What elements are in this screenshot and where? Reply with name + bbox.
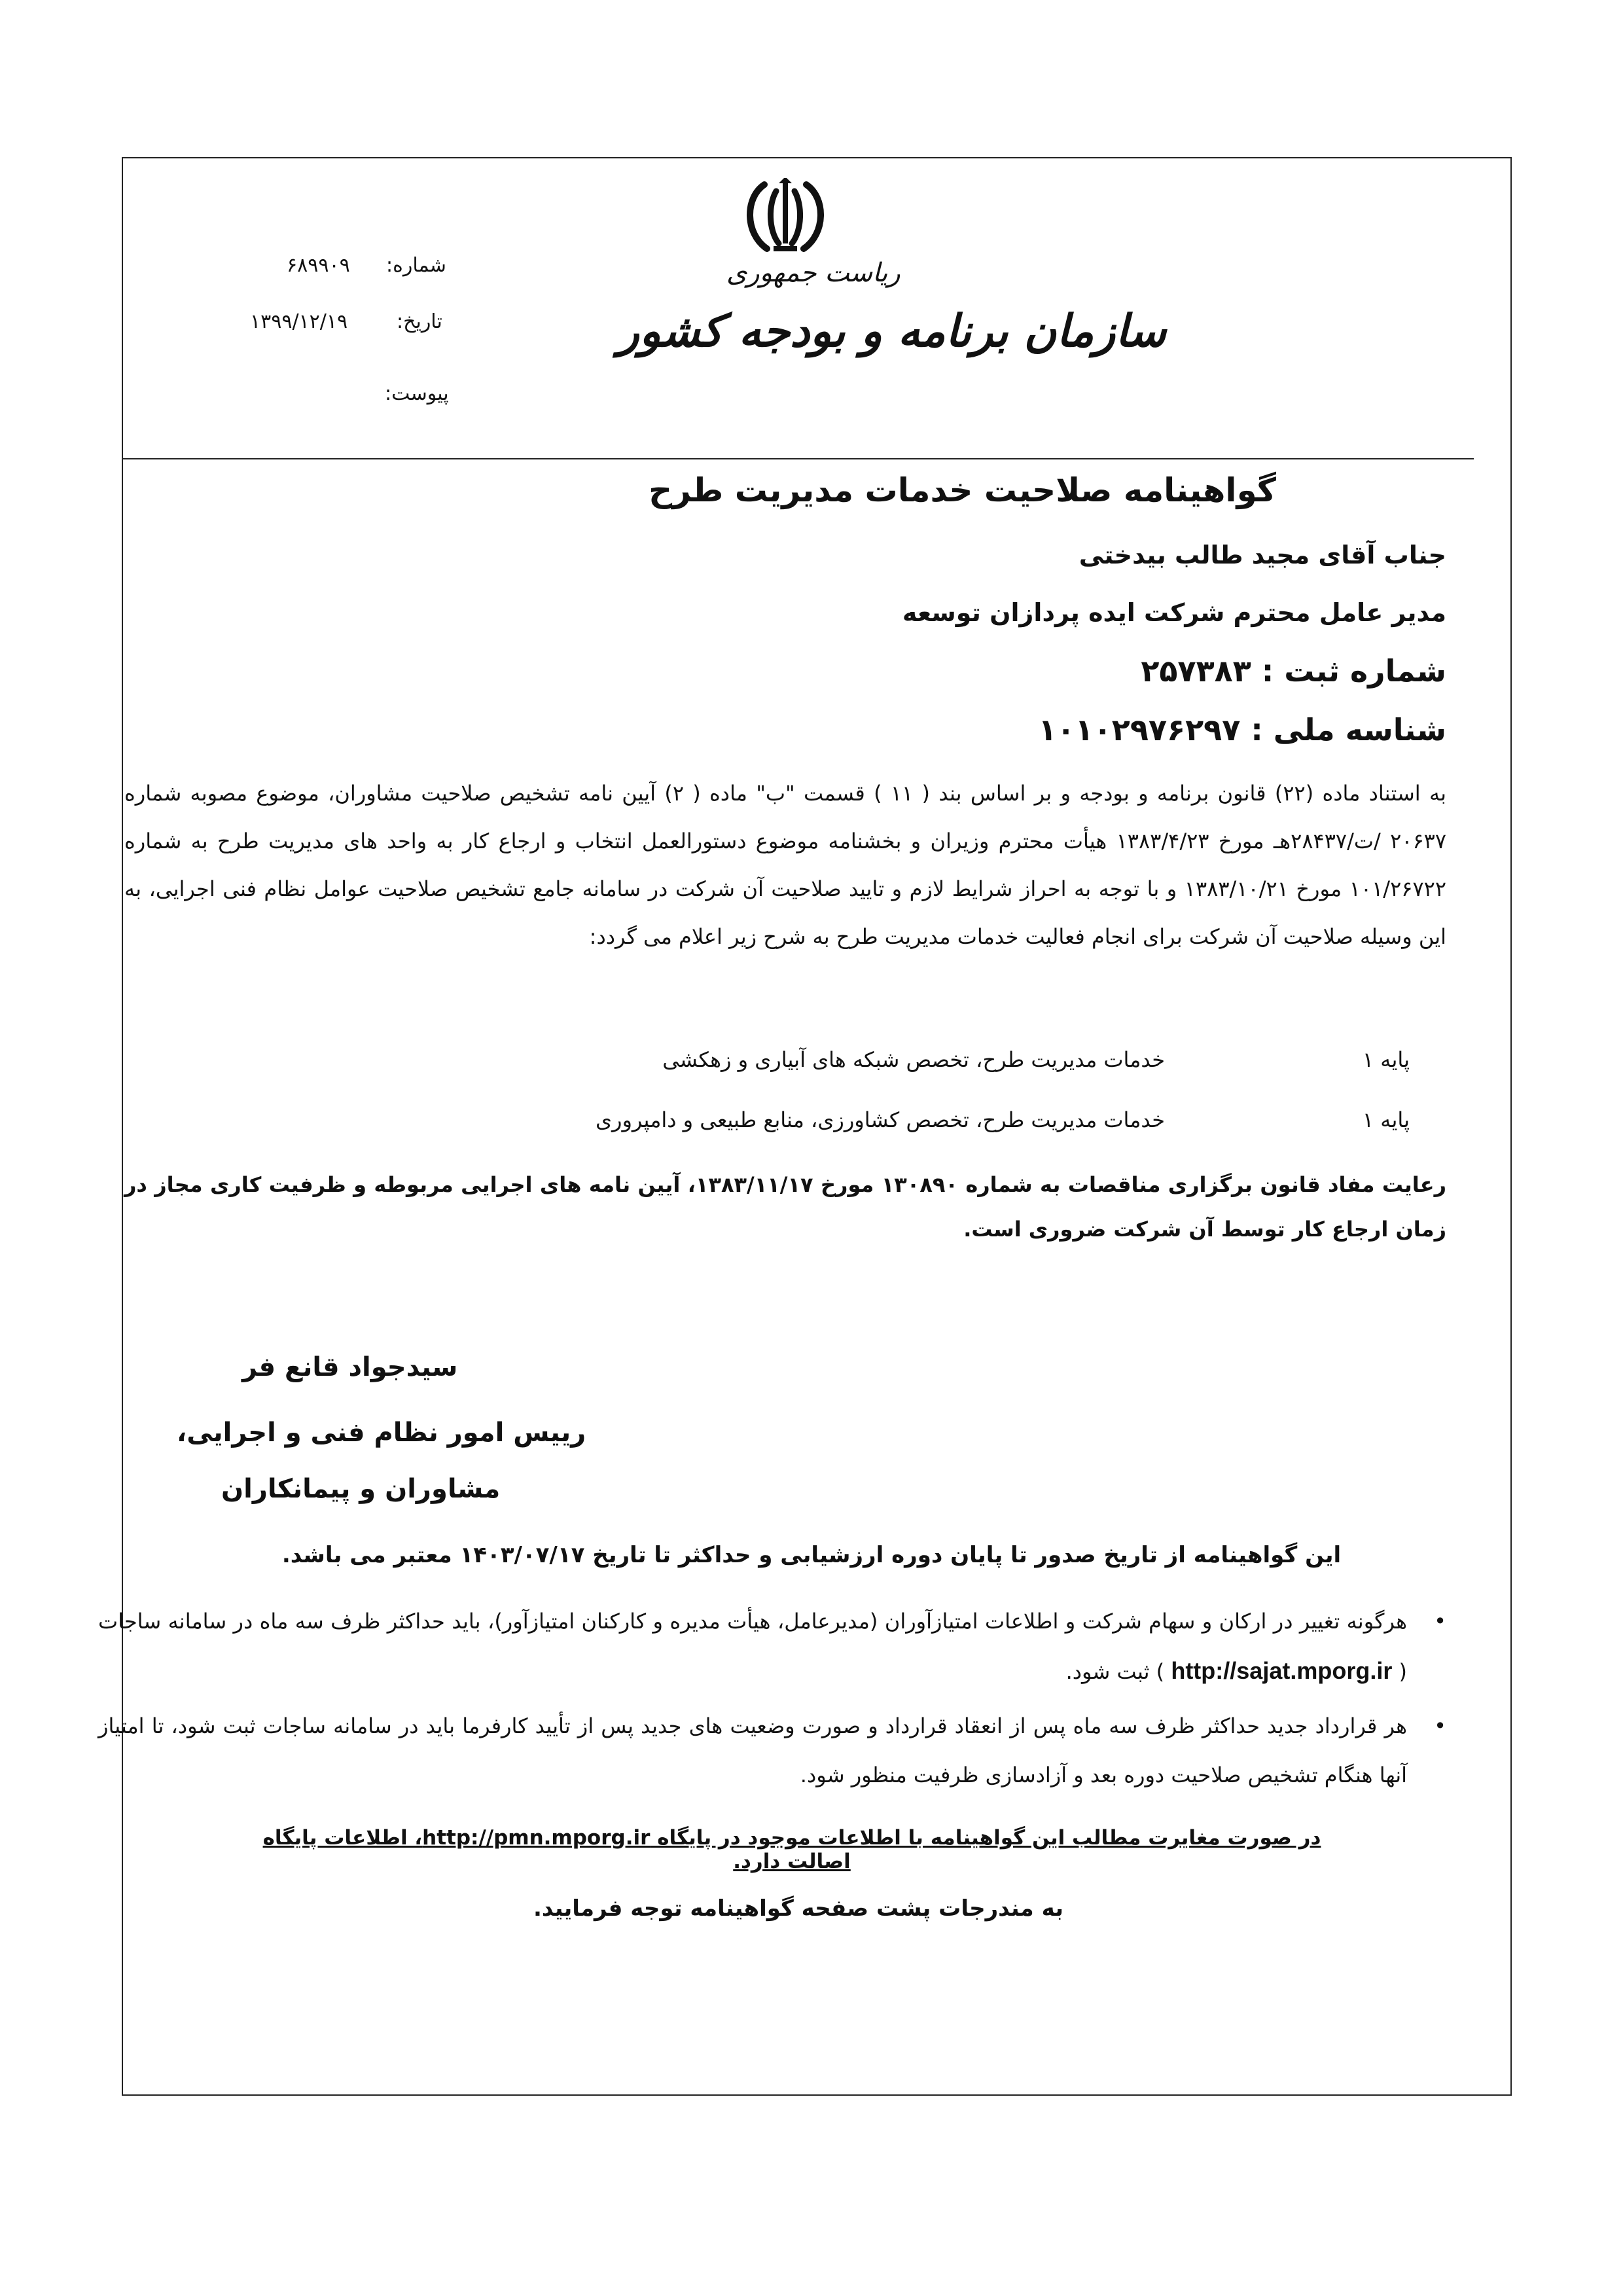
authenticity-warning: در صورت مغایرت مطالب این گواهینامه با اطلاعات موجود در پایگاه http://pmn.mporg.ir، اطلاعات پایگاه اصالت دارد.: [262, 1826, 1321, 1873]
org-subtitle: ریاست جمهوری: [726, 258, 901, 288]
note-text-tail: ) ثبت شود.: [1065, 1659, 1165, 1684]
qualification-grade-2: پایه ۱: [1362, 1107, 1410, 1132]
date-value: ۱۳۹۹/۱۲/۱۹: [250, 310, 348, 333]
qualification-desc-2: خدمات مدیریت طرح، تخصص کشاورزی، منابع طبیعی و دامپروری: [595, 1107, 1165, 1132]
recipient-name: جناب آقای مجید طالب بیدختی: [1079, 541, 1446, 569]
signatory-name: سیدجواد قانع فر: [242, 1352, 458, 1382]
notes-list: [98, 1597, 1446, 1805]
national-id: شناسه ملی : ۱۰۱۰۲۹۷۶۲۹۷: [1038, 712, 1446, 747]
note-item: [98, 1702, 1446, 1800]
qualification-desc-1: خدمات مدیریت طرح، تخصص شبکه های آبیاری و زهکشی: [662, 1047, 1165, 1072]
iran-emblem-icon: [738, 178, 832, 257]
note-item: [98, 1597, 1446, 1696]
note-text: هرگونه تغییر در ارکان و سهام شرکت و اطلاعات امتیازآوران (مدیرعامل، هیأت مدیره و کارکنان امتیازآور)، باید حداکثر ظرف سه ماه در سامانه ساجات (: [98, 1609, 1407, 1684]
signatory-title-line1: رییس امور نظام فنی و اجرایی،: [177, 1418, 586, 1448]
registration-number: شماره ثبت : ۲۵۷۳۸۳: [1141, 653, 1446, 689]
recipient-role: مدیر عامل محترم شرکت ایده پردازان توسعه: [902, 598, 1446, 627]
back-page-note: به مندرجات پشت صفحه گواهینامه توجه فرمایید.: [533, 1895, 1063, 1922]
compliance-paragraph: رعایت مفاد قانون برگزاری مناقصات به شماره ۱۳۰۸۹۰ مورخ ۱۳۸۳/۱۱/۱۷، آیین نامه های اجرایی مربوطه و ظرفیت کاری مجاز در زمان ارجاع کار توسط آن شرکت ضروری است.: [124, 1172, 1447, 1242]
validity-statement: این گواهینامه از تاریخ صدور تا پایان دوره ارزشیابی و حداکثر تا تاریخ ۱۴۰۳/۰۷/۱۷ معتبر می باشد.: [281, 1542, 1342, 1568]
qualification-grade-1: پایه ۱: [1362, 1047, 1410, 1072]
number-label: شماره:: [386, 254, 446, 277]
signatory-title-line2: مشاوران و پیمانکاران: [221, 1474, 501, 1504]
note-text: هر قرارداد جدید حداکثر ظرف سه ماه پس از انعقاد قرارداد و صورت وضعیت های جدید پس از تأیید کارفرما باید در سامانه ساجات ثبت شود، تا امتیاز آنها هنگام تشخیص صلاحیت دوره بعد و آزادسازی ظرفیت منظور شود.: [98, 1713, 1407, 1787]
bullet-icon: •: [1434, 1713, 1446, 1738]
attachment-label: پیوست:: [385, 382, 449, 405]
bullet-icon: •: [1434, 1609, 1446, 1634]
header-divider: [122, 458, 1474, 459]
body-paragraph: به استناد ماده (۲۲) قانون برنامه و بودجه و بر اساس بند ( ۱۱ ) قسمت "ب" ماده ( ۲) آیین نامه تشخیص صلاحیت مشاوران، موضوع مصوبه شماره ۲۰۶۳۷ /ت/۲۸۴۳۷هـ مورخ ۱۳۸۳/۴/۲۳ هیأت محترم وزیران و بخشنامه موضوع دستورالعمل انتخاب و ارجاع کار به واحد های مدیریت طرح به شماره ۱۰۱/۲۶۷۲۲ مورخ ۱۳۸۳/۱۰/۲۱ و با توجه به احراز شرایط لازم و تایید صلاحیت آن شرکت در سامانه جامع تشخیص صلاحیت عوامل نظام فنی اجرایی، به این وسیله صلاحیت آن شرکت برای انجام فعالیت خدمات مدیریت طرح به شرح زیر اعلام می گردد:: [124, 781, 1447, 949]
document-title: گواهینامه صلاحیت خدمات مدیریت طرح: [649, 471, 1276, 509]
date-label: تاریخ:: [397, 310, 442, 333]
sajat-link[interactable]: http://sajat.mporg.ir: [1171, 1657, 1393, 1684]
org-name: سازمان برنامه و بودجه کشور: [618, 305, 1166, 357]
number-value: ۶۸۹۹۰۹: [287, 254, 350, 277]
